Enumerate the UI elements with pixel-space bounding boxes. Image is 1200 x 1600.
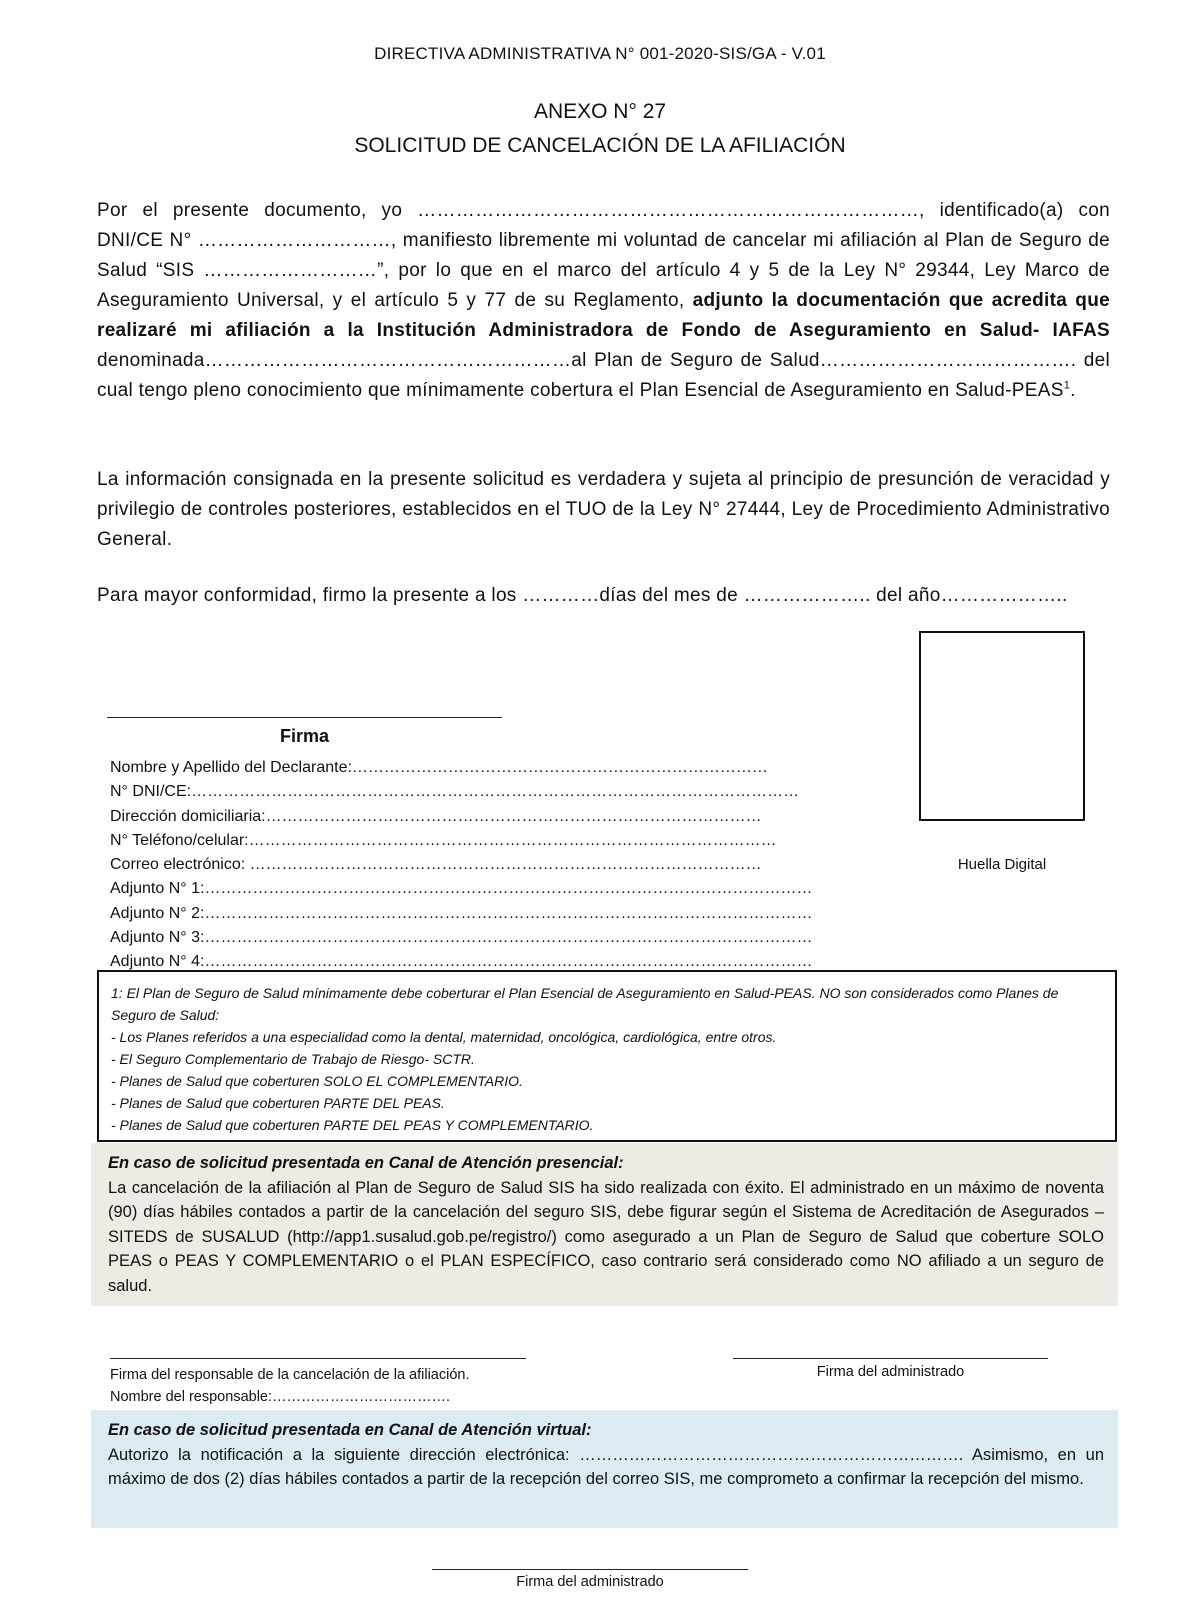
final-signature-line	[432, 1569, 748, 1570]
responsible-signature-text: Firma del responsable de la cancelación de la afiliación.	[110, 1367, 470, 1383]
note-main: 1: El Plan de Seguro de Salud mínimamente debe coberturar el Plan Esencial de Aseguramiento en Salud-PEAS. NO son considerados como Planes de Seguro de Salud:	[111, 985, 1059, 1023]
final-signature-label: Firma del administrado	[516, 1574, 664, 1590]
footnote-box	[97, 970, 1117, 1142]
note-item: - Planes de Salud que coberturen SOLO EL COMPLEMENTARIO.	[111, 1073, 523, 1089]
veracity-paragraph: La información consignada en la presente solicitud es verdadera y sujeta al principio de presunción de veracidad y privilegio de controles posteriores, establecidos en el TUO de la Ley N° 27444, Ley de Procedimiento Administrativo General.	[97, 469, 1110, 550]
fingerprint-box	[919, 631, 1085, 821]
document-header: DIRECTIVA ADMINISTRATIVA N° 001-2020-SIS/GA - V.01	[374, 44, 826, 63]
field-attachment-1: Adjunto N° 1:……………………………………………………………………………………………………	[110, 880, 813, 898]
responsible-signature-label	[110, 1364, 469, 1408]
virtual-heading: En caso de solicitud presentada en Canal de Atención virtual:	[108, 1421, 592, 1439]
note-item: - Planes de Salud que coberturen PARTE DEL PEAS Y COMPLEMENTARIO.	[111, 1117, 594, 1133]
responsible-name-text: Nombre del responsable:……………………………….	[110, 1389, 451, 1405]
field-email: Correo electrónico: ……………………………………………………………………………………	[110, 856, 762, 874]
declaration-rest: denominada…………………………………………………al Plan de Seguro de Salud…………………………………. del cual tengo pleno conocimiento que mínimamente cobertura el Plan Esencial de Aseguramiento en Salud-PEAS	[97, 350, 1110, 401]
responsible-signature-line	[110, 1358, 526, 1359]
field-dni: N° DNI/CE:……………………………………………………………………………………………………	[110, 783, 800, 801]
declarant-fields	[110, 756, 812, 975]
virtual-panel	[91, 1410, 1118, 1528]
presencial-text: La cancelación de la afiliación al Plan de Seguro de Salud SIS ha sido realizada con éxito. El administrado en un máximo de noventa (90) días hábiles contados a partir de la cancelación del seguro SIS, debe figurar según el Sistema de Acreditación de Asegurados – SITEDS de SUSALUD (http://app1.susalud.gob.pe/registro/) como asegurado a un Plan de Seguro de Salud que coberture SOLO PEAS o PEAS Y COMPLEMENTARIO o el PLAN ESPECÍFICO, caso contrario será considerado como NO afiliado a un seguro de salud.	[108, 1178, 1104, 1295]
note-item: - El Seguro Complementario de Trabajo de Riesgo- SCTR.	[111, 1051, 475, 1067]
administrado-signature-line	[733, 1358, 1048, 1359]
signature-line	[107, 717, 502, 718]
presencial-panel	[91, 1143, 1118, 1306]
note-item: - Planes de Salud que coberturen PARTE DEL PEAS.	[111, 1095, 445, 1111]
field-address: Dirección domiciliaria:…………………………………………………………………………………	[110, 807, 762, 825]
footnote-mark: 1	[1063, 379, 1071, 392]
declaration-end: .	[1070, 380, 1076, 401]
declaration-paragraph	[97, 196, 1110, 406]
note-item: - Los Planes referidos a una especialidad como la dental, maternidad, oncológica, cardiológica, entre otros.	[111, 1029, 777, 1045]
declaration-intro: Por el presente documento, yo ……………………………………………………………………, identificado(a) con DNI/CE N° …………………………, manifiesto libremente mi voluntad de cancelar mi afiliación al Plan de Seguro de Salud “SIS ………………………”, por lo que en el marco del artículo 4 y 5 de la Ley N° 29344, Ley Marco de Aseguramiento Universal, y el artículo 5 y 77 de su Reglamento,	[97, 200, 1110, 311]
administrado-signature-label: Firma del administrado	[816, 1364, 965, 1380]
fingerprint-label: Huella Digital	[957, 856, 1047, 873]
field-name: Nombre y Apellido del Declarante:……………………………………………………………………	[110, 759, 768, 776]
virtual-text: Autorizo la notificación a la siguiente dirección electrónica: ……………………………………………………………. Asimismo, en un máximo de dos (2) días hábiles contados a partir de la recepción del correo SIS, me comprometo a confirmar la recepción del mismo.	[108, 1445, 1104, 1488]
signature-label: Firma	[279, 726, 330, 746]
presencial-heading: En caso de solicitud presentada en Canal de Atención presencial:	[108, 1154, 624, 1172]
annex-title: ANEXO N° 27	[533, 100, 667, 123]
field-phone: N° Teléfono/celular:………………………………………………………………………………………	[110, 831, 777, 849]
field-attachment-3: Adjunto N° 3:……………………………………………………………………………………………………	[110, 929, 813, 947]
declaration-bold-text: adjunto la documentación que acredita que realizaré mi afiliación a la Institución Administradora de Fondo de Aseguramiento en Salud- IAFAS	[97, 290, 1110, 341]
field-attachment-4: Adjunto N° 4:……………………………………………………………………………………………………	[110, 953, 813, 971]
conformity-paragraph: Para mayor conformidad, firmo la presente a los …………días del mes de ……………….. del año………………..	[97, 585, 1068, 606]
annex-subtitle: SOLICITUD DE CANCELACIÓN DE LA AFILIACIÓN	[354, 134, 846, 157]
field-attachment-2: Adjunto N° 2:……………………………………………………………………………………………………	[110, 904, 813, 922]
